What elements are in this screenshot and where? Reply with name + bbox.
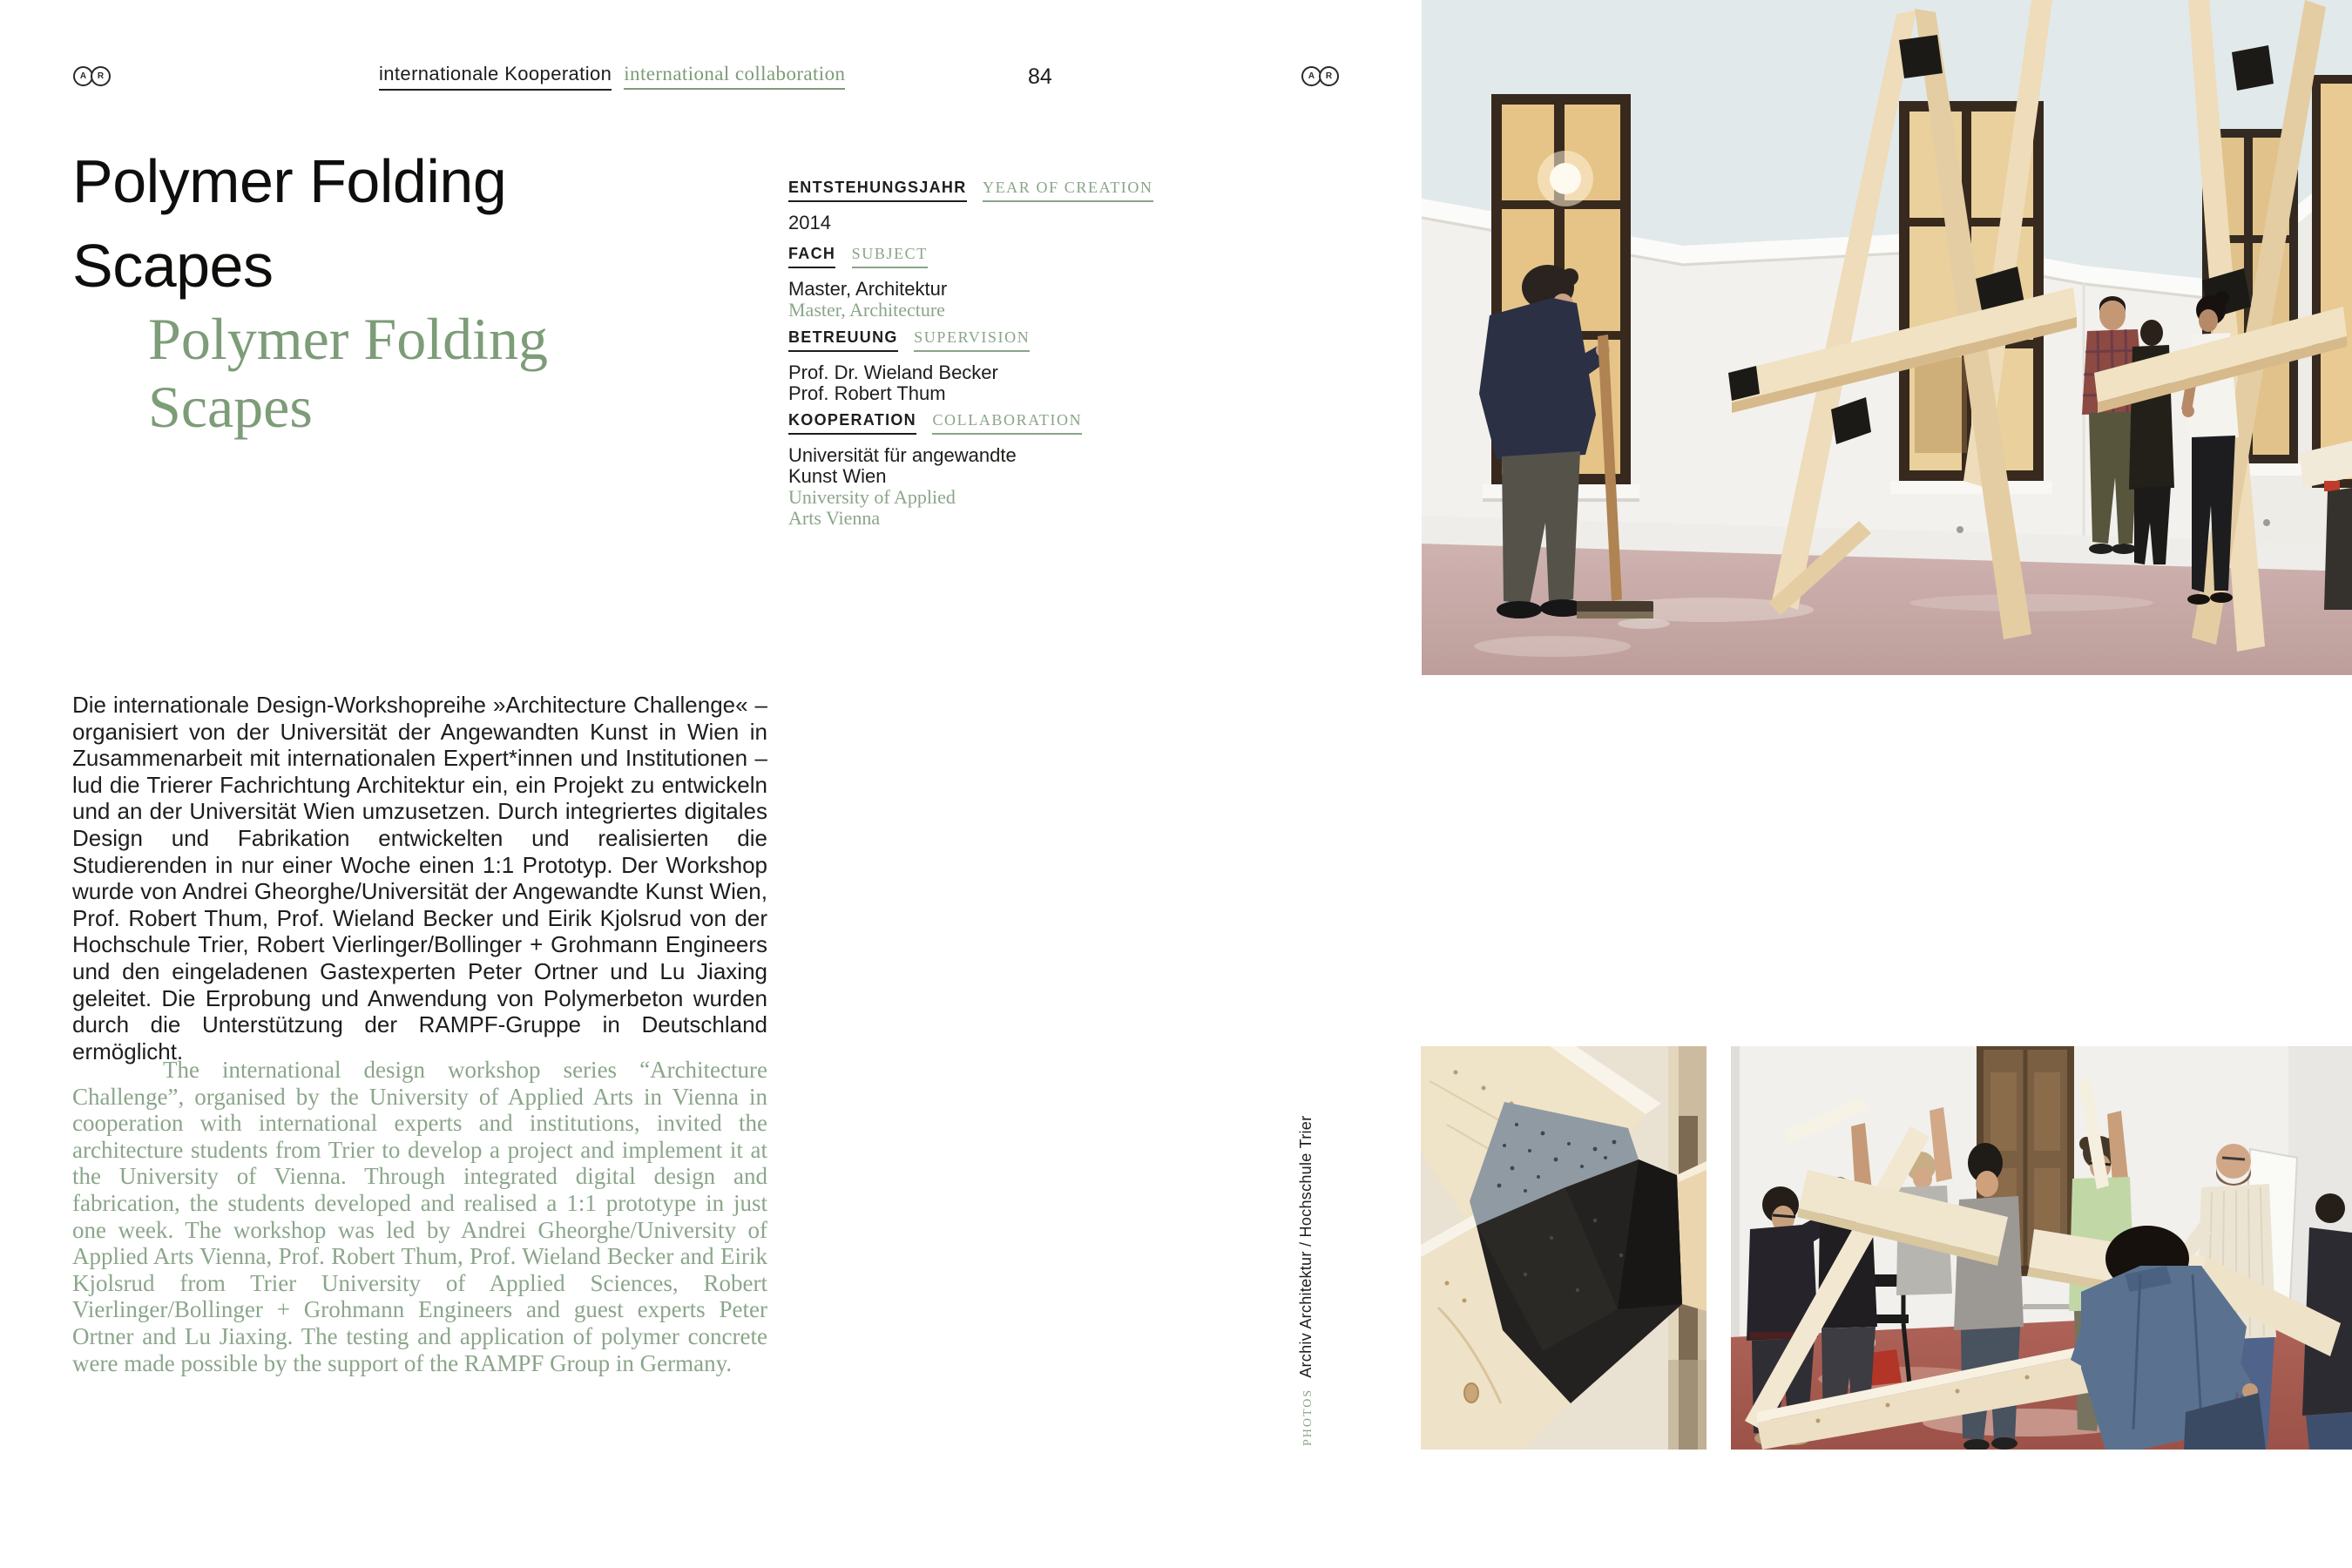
photo-credit-label: PHOTOS [1301,1388,1315,1446]
breadcrumb [379,63,845,91]
meta-label-de: FACH [788,245,835,268]
photo-joint-closeup [1421,1046,1707,1450]
r-icon: R [1319,66,1339,86]
body-text-english: The international design workshop series “Architecture Challenge”, organised by the University of Applied Arts in Vienna in cooperation with international experts and institutions, invited the architecture students from Trier to develop a project and implement it at the University of Vienna. Through integrated digital design and fabrication, the students developed and realised a 1:1 prototype in just one week. The workshop was led by Andrei Gheorghe/University of Applied Arts Vienna, Prof. Robert Thum, Prof. Wieland Becker and Eirik Kjolsrud from Trier University of Applied Sciences, Robert Vierlinger/Bollinger + Grohmann Engineers and guest experts Peter Ortner and Lu Jiaxing. The testing and application of polymer concrete were made possible by the support of the RAMPF Group in Germany. [72,1057,767,1376]
page-number: 84 [1028,64,1052,89]
meta-value-de: Master, Architektur [788,278,948,300]
logo-left [73,66,111,86]
page-title-english [148,305,548,441]
meta-block-year [788,179,1153,233]
title-de-line: Polymer Folding [72,147,507,215]
meta-value-en: Master, Architecture [788,299,945,321]
title-en-line: Scapes [148,374,313,440]
photo-workshop-group [1731,1046,2352,1450]
photo-credit [1297,1116,1315,1446]
meta-block-supervision [788,328,1041,404]
meta-value-de: Kunst Wien [788,465,887,487]
meta-label-en: COLLABORATION [932,411,1082,435]
r-icon: R [91,66,111,86]
meta-label-en: SUBJECT [852,245,928,268]
meta-value-de: Prof. Robert Thum [788,382,946,404]
title-en-line: Polymer Folding [148,306,549,372]
window [2312,75,2352,488]
meta-value-de: 2014 [788,212,831,233]
section-title-de: internationale Kooperation [379,63,612,91]
meta-label-de: BETREUUNG [788,328,898,352]
meta-value-de: Universität für angewandte [788,444,1017,466]
meta-block-subject [788,245,1041,321]
page-title-german [72,139,506,308]
section-title-en: international collaboration [624,63,845,90]
photo-credit-text: Archiv Architektur / Hochschule Trier [1297,1115,1315,1378]
photo-gallery-installation [1422,0,2352,675]
title-de-line: Scapes [72,232,274,300]
body-text-german: Die internationale Design-Workshopreihe »Architecture Challenge« – organisiert von der Universität der Angewandten Kunst in Wien in Zusammenarbeit mit internationalen Expert*innen und Institutionen – lud die Trierer Fachrichtung Architektur ein, ein Projekt zu entwickeln und an der Universität Wien umzusetzen. Durch integriertes digitales Design und Fabrikation entwickelten und realisierten die Studierenden in nur einer Woche einen 1:1 Prototyp. Der Workshop wurde von Andrei Gheorghe/Universität der Angewandte Kunst Wien, Prof. Robert Thum, Prof. Wieland Becker und Eirik Kjolsrud von der Hochschule Trier, Robert Vierlinger/Bollinger + Grohmann Engineers und den eingeladenen Gastexperten Peter Ortner und Lu Jiaxing geleitet. Die Erprobung und Anwendung von Polymerbeton wurden durch die Unterstützung der RAMPF-Gruppe in Deutschland ermöglicht. [72,692,767,1064]
a-icon: A [73,66,93,86]
drill-icon [2324,481,2340,491]
meta-block-collaboration [788,411,1083,529]
meta-label-de: ENTSTEHUNGSJAHR [788,179,967,202]
meta-label-en: YEAR OF CREATION [983,179,1153,202]
a-icon: A [1301,66,1321,86]
polymer-joint [1899,35,1943,78]
logo-right [1301,66,1339,86]
meta-value-en: Arts Vienna [788,507,881,529]
meta-label-de: KOOPERATION [788,411,916,435]
meta-label-en: SUPERVISION [914,328,1030,352]
polymer-joint [2232,45,2274,91]
meta-value-de: Prof. Dr. Wieland Becker [788,362,998,383]
meta-value-en: University of Applied [788,486,956,508]
